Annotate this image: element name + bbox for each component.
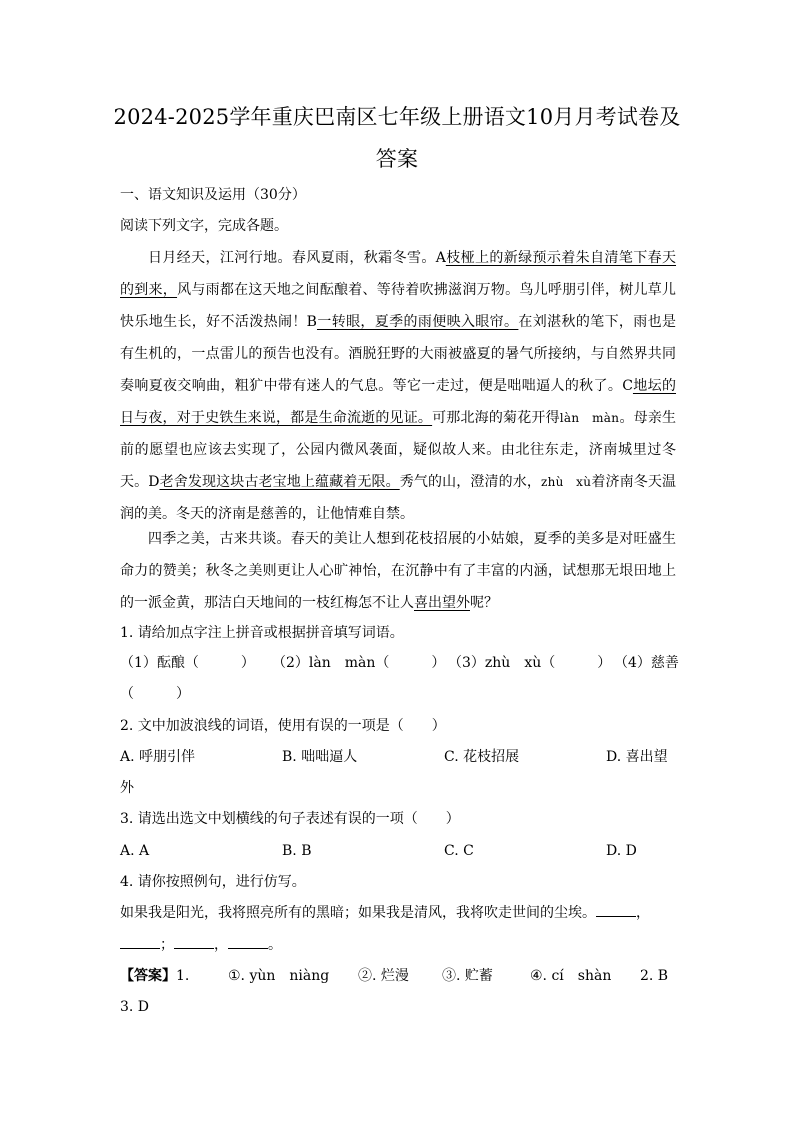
question-4-example xyxy=(120,902,676,924)
underlined-sentence-a: 枝桠上的新绿预示着朱自清笔下春天的到来， xyxy=(120,250,677,298)
answer-blank-3[interactable] xyxy=(174,934,214,949)
q2-option-d: D. 喜出望 xyxy=(606,749,668,765)
question-1-options xyxy=(120,652,679,674)
blank-separator: ， xyxy=(636,905,650,921)
example-sentence: 如果我是阳光，我将照亮所有的黑暗；如果我是清风，我将吹走世间的尘埃。 xyxy=(120,905,596,921)
answer-blank-1[interactable] xyxy=(596,902,636,917)
question-4-blanks xyxy=(120,934,676,956)
answer-number: 1. xyxy=(176,968,190,984)
passage-paragraph-1 xyxy=(120,242,676,530)
section-heading: 一、语文知识及运用（30分） xyxy=(120,187,306,203)
document-title-line2: 答案 xyxy=(375,147,419,171)
blank-separator: ； xyxy=(160,937,174,953)
question-2-options xyxy=(120,746,676,768)
instruction-text: 阅读下列文字，完成各题。 xyxy=(120,218,288,234)
q1-option-2: （2）làn màn（ ） xyxy=(272,655,446,671)
blank-end: 。 xyxy=(268,937,282,953)
answer-3: 3. D xyxy=(120,999,150,1015)
q2-option-d-cont: 外 xyxy=(120,780,134,796)
underlined-sentence-c: 地坛的日与夜，对于史铁生来说，都是生命流逝的见证。 xyxy=(120,378,677,426)
q2-option-b: B. 咄咄逼人 xyxy=(282,749,358,765)
q1-option-4: （4）慈善 xyxy=(614,655,679,671)
question-1-stem: 1. 请给加点字注上拼音或根据拼音填写词语。 xyxy=(120,625,404,641)
passage-text: 秀气的山，澄清的水， xyxy=(399,474,541,490)
passage-text: 着济南冬天温润的美。冬天的济南是慈善的，让他情难自禁。 xyxy=(120,474,677,522)
q3-option-c: C. C xyxy=(444,843,474,859)
passage-text: 日月经天，江河行地。春风夏雨，秋霜冬雪。A xyxy=(148,250,446,266)
pinyin-zhuxu: zhù xù xyxy=(540,475,592,489)
q2-option-a: A. 呼朋引伴 xyxy=(120,749,196,765)
answer-label: 【答案】 xyxy=(120,968,176,984)
q3-option-d: D. D xyxy=(606,843,637,859)
passage-text: 风与雨都在这天地之间酝酿着、等待着吹拂滋润万物。鸟儿呼朋引伴，树儿草儿快乐地生长，好不活泼热闹！B xyxy=(120,282,677,330)
passage-paragraph-2 xyxy=(120,523,676,619)
answer-1-1: ①. yùn niàng xyxy=(228,968,330,984)
underlined-sentence-b: 一转眼，夏季的雨便映入眼帘。 xyxy=(316,314,519,330)
answer-blank-4[interactable] xyxy=(228,934,268,949)
passage-text: 可那北海的菊花开得 xyxy=(432,410,560,426)
document-title-line1: 2024-2025学年重庆巴南区七年级上册语文10月月考试卷及 xyxy=(113,105,681,129)
q3-option-a: A. A xyxy=(120,843,150,859)
question-3-stem: 3. 请选出选文中划横线的句子表述有误的一项（ ） xyxy=(120,811,460,827)
blank-separator: ， xyxy=(214,937,228,953)
answer-line xyxy=(120,965,676,987)
answer-1-2: ②. 烂漫 xyxy=(358,968,409,984)
passage-text: 在刘湛秋的笔下，雨也是有生机的，一点雷儿的预告也没有。酒脱狂野的大雨被盛夏的暑气所接纳，与自然界共同奏响夏夜交响曲，粗犷中带有迷人的气息。等它一走过，便是咄咄逼人的秋了。C xyxy=(120,314,677,394)
answer-2: 2. B xyxy=(640,968,669,984)
q2-option-c: C. 花枝招展 xyxy=(444,749,520,765)
pinyin-lanman: làn màn xyxy=(559,411,620,425)
passage-text: 呢？ xyxy=(470,595,498,611)
underlined-sentence-d: 老舍发现这块古老宝地上蕴藏着无限。 xyxy=(159,474,400,490)
q1-option-3: （3）zhù xù（ ） xyxy=(448,655,612,671)
q1-option-1: （1）酝酿（ ） xyxy=(120,655,255,671)
answer-1-4: ④. cí shàn xyxy=(530,968,612,984)
answer-blank-2[interactable] xyxy=(120,934,160,949)
passage-text: 。母亲生前的愿望也应该去实现了，公园内微风袭面，疑似故人来。由北往东走，济南城里过冬天。D xyxy=(120,410,677,490)
underlined-word: 喜出望外 xyxy=(414,595,470,611)
question-2-stem: 2. 文中加波浪线的词语，使用有误的一项是（ ） xyxy=(120,718,446,734)
question-4-stem: 4. 请你按照例句，进行仿写。 xyxy=(120,874,306,890)
question-3-options xyxy=(120,840,676,862)
answer-1-3: ③. 贮蓄 xyxy=(442,968,493,984)
passage-text: 四季之美，古来共谈。春天的美让人想到花枝招展的小姑娘，夏季的美多是对旺盛生命力的赞美；秋冬之美则更让人心旷神怡，在沉静中有了丰富的内涵，试想那无垠田地上的一派金黄，那洁白天地间的一枝红梅怎不让人 xyxy=(120,531,676,611)
q3-option-b: B. B xyxy=(282,843,312,859)
q1-option-4-cont: （ ） xyxy=(120,686,190,702)
